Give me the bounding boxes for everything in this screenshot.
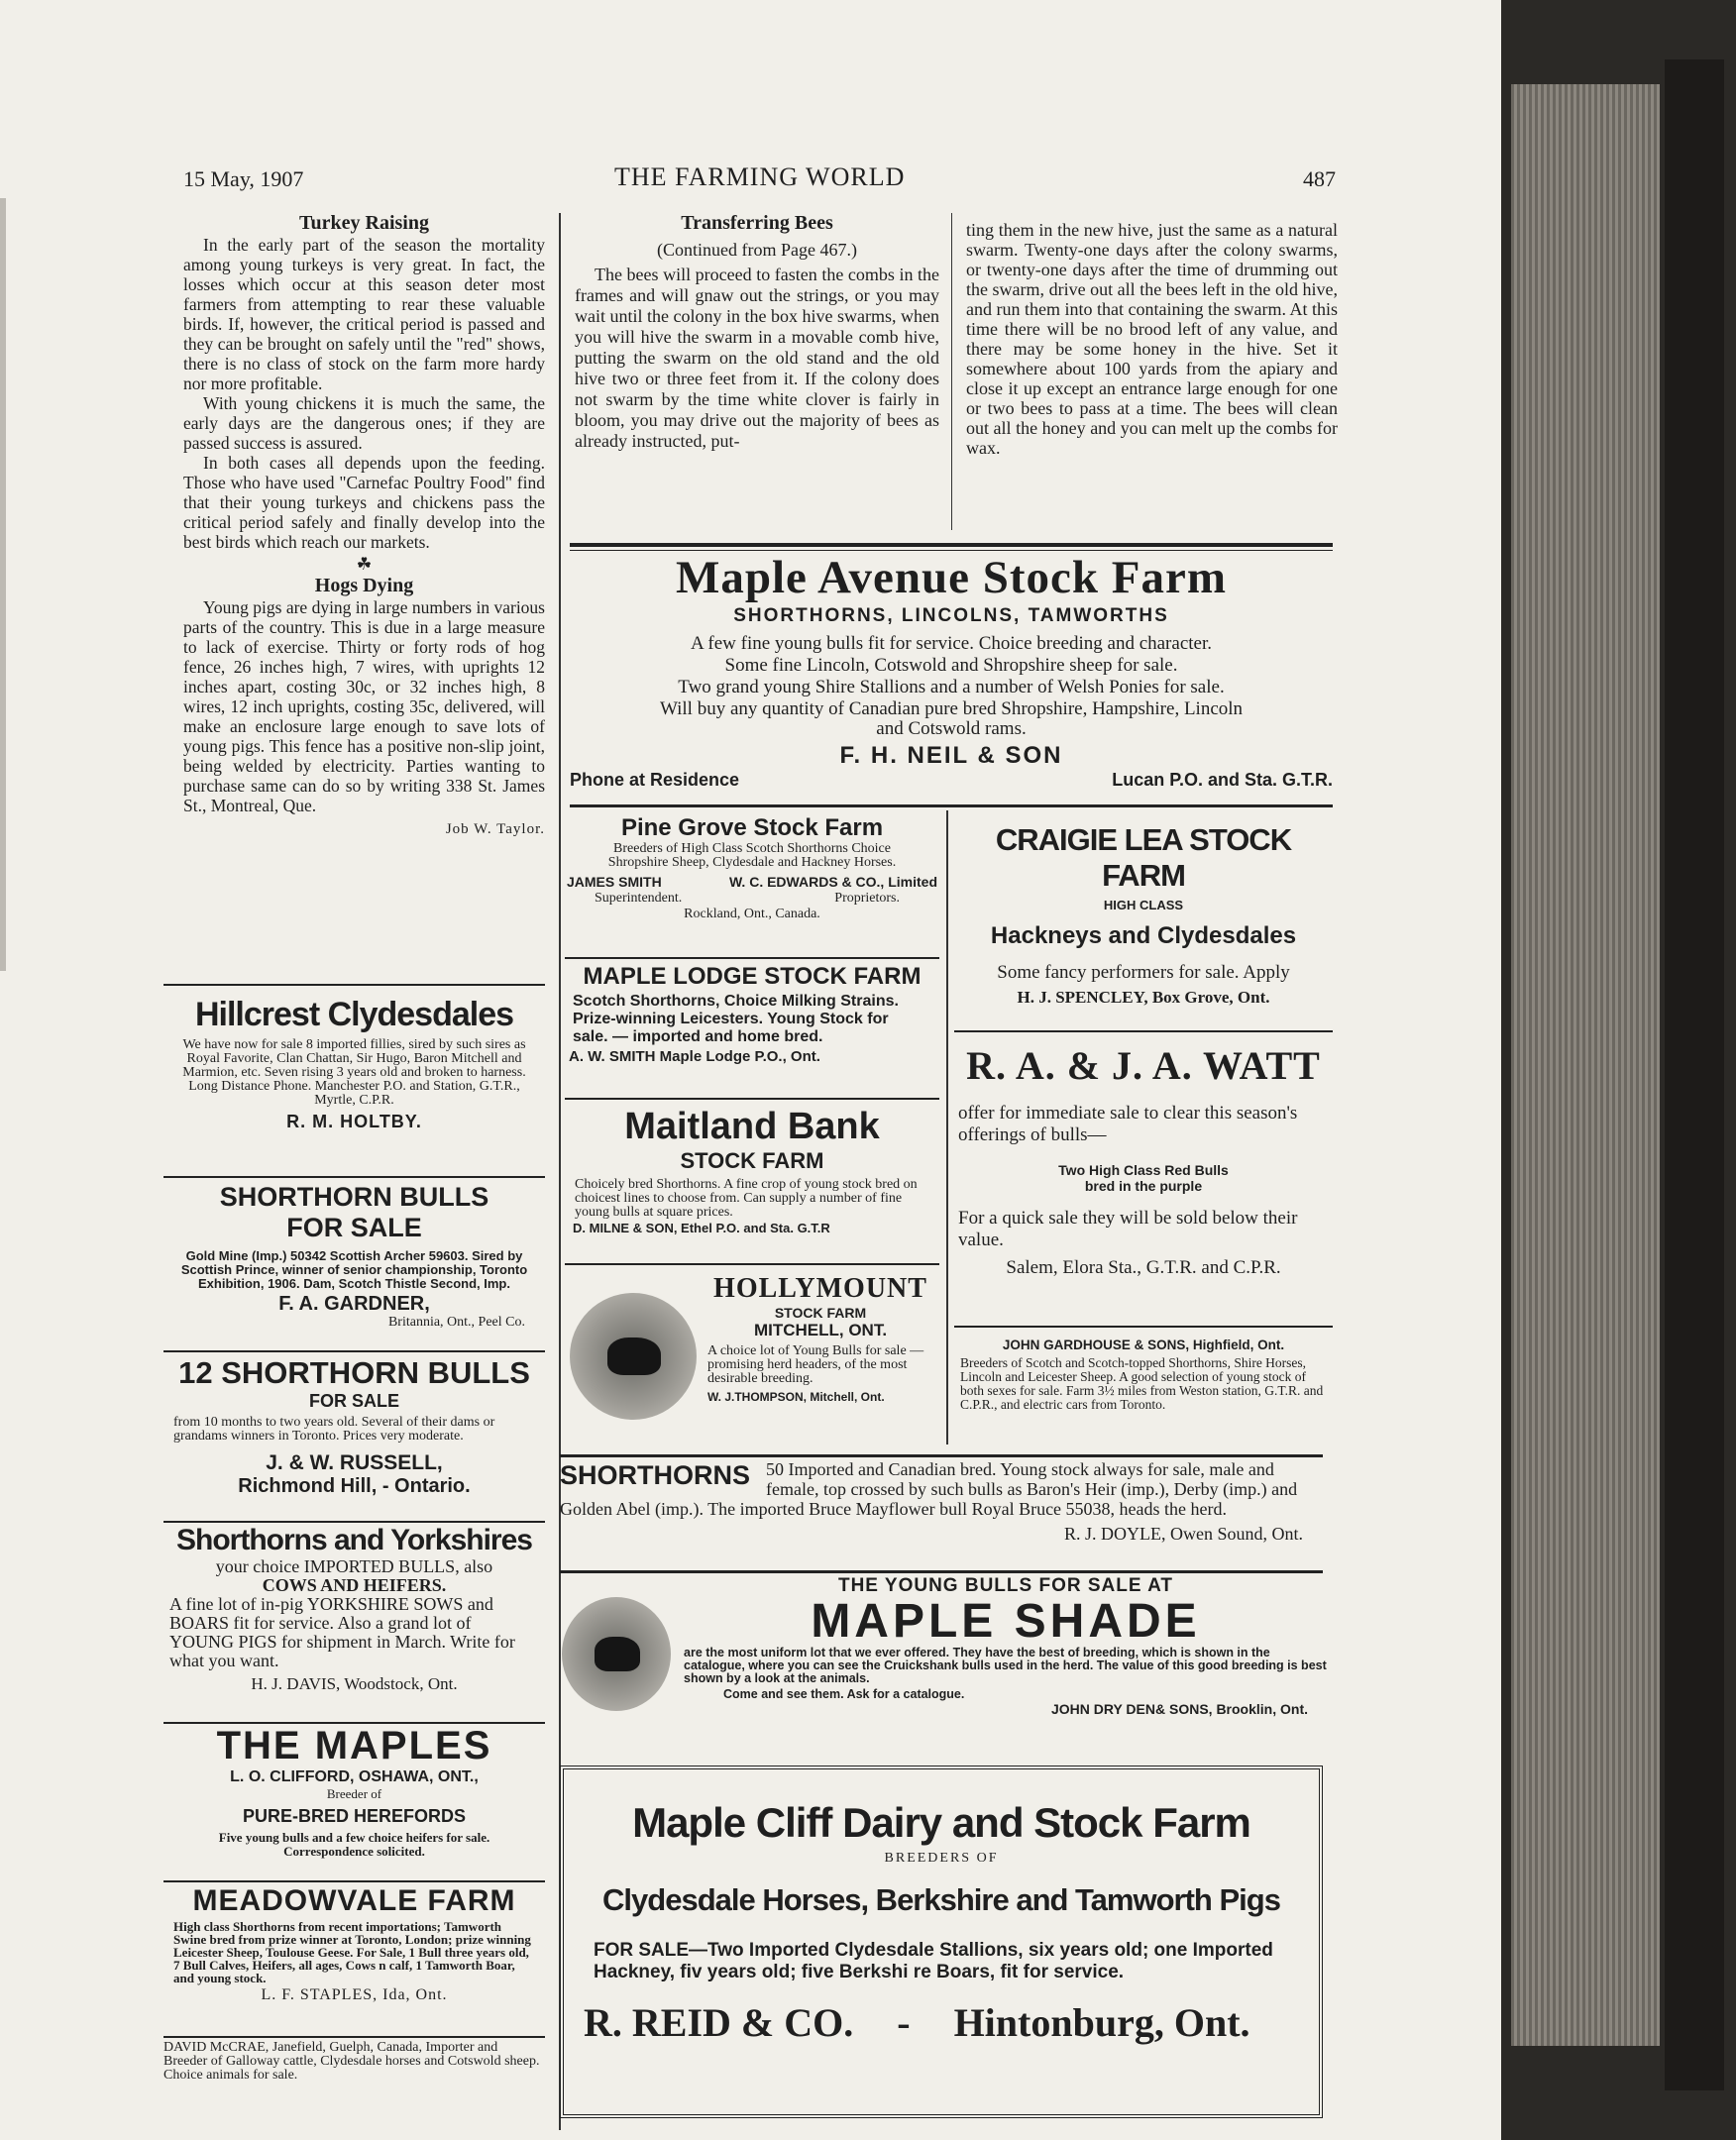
ad-title: R. A. & J. A. WATT [966, 1043, 1321, 1088]
ad-owner: R. REID & CO. [584, 2000, 854, 2045]
header-page-number: 487 [1303, 166, 1336, 191]
ad-title: Maitland Bank [624, 1106, 880, 1147]
ad-hillcrest [163, 996, 545, 1132]
ad-line: COWS AND HEIFERS. [262, 1575, 447, 1595]
ad-maples [163, 1724, 545, 1863]
divider [163, 1350, 545, 1352]
ad-highlight: Two High Class Red Bulls [1058, 1162, 1229, 1178]
ad-title: SHORTHORNS [560, 1460, 751, 1490]
ad-highlight: bred in the purple [1084, 1178, 1203, 1194]
article-title: Turkey Raising [299, 212, 429, 234]
ad-title: THE MAPLES [216, 1724, 492, 1767]
ad-text: Choicely bred Shorthorns. A fine crop of young stock bred on choicest lines to choose from. Can supply a number of fine young bulls at square prices. [575, 1177, 918, 1220]
ad-title: Maple Cliff Dairy and Stock Farm [632, 1799, 1250, 1846]
ad-breeder: Breeder of [326, 1786, 382, 1801]
divider [163, 984, 545, 986]
ad-dash: - [897, 2000, 911, 2045]
ad-mccrae: DAVID McCRAE, Janefield, Guelph, Canada, Importer and Breeder of Galloway cattle, Clydesdale horses and Cotswold sheep. Choice animals for sale. [163, 2040, 540, 2083]
ad-title: 12 SHORTHORN BULLS [178, 1355, 530, 1390]
ad-watt [954, 1042, 1333, 1279]
ad-hollymount [702, 1273, 939, 1404]
divider [560, 1570, 1323, 1573]
ad-line: Some fine Lincoln, Cotswold and Shropshire sheep for sale. [724, 655, 1178, 676]
ad-place: Rockland, Ont., Canada. [684, 907, 820, 921]
ad-place: MITCHELL, ONT. [753, 1321, 888, 1339]
ad-role: Superintendent. [595, 891, 683, 906]
ad-doyle [560, 1460, 1323, 1545]
book-edge [1501, 0, 1736, 2140]
ad-owner: L. O. CLIFFORD, OSHAWA, ONT., [230, 1768, 479, 1785]
divider [565, 1263, 939, 1265]
ad-text: Some fancy performers for sale. Apply [997, 962, 1290, 983]
ad-subtitle: HIGH CLASS [1103, 898, 1184, 912]
ad-maple-shade [684, 1575, 1328, 1717]
ad-text: from 10 months to two years old. Several of their dams or grandams winners in Toronto. Prices very moderate. [173, 1415, 495, 1444]
divider [565, 957, 939, 959]
ad-davis [163, 1524, 545, 1694]
ad-owner: J. & W. RUSSELL, [266, 1451, 443, 1474]
header-title: THE FARMING WORLD [614, 162, 906, 191]
ad-address: Britannia, Ont., Peel Co. [387, 1315, 525, 1330]
ad-subtitle: SHORTHORNS, LINCOLNS, TAMWORTHS [733, 605, 1169, 626]
divider [163, 1176, 545, 1178]
page-margin-edge [0, 198, 6, 971]
ad-maitland-bank [565, 1105, 939, 1237]
ad-gardner [163, 1182, 545, 1330]
ad-meadowvale [163, 1884, 545, 2004]
article-paragraph: The bees will proceed to fasten the combs in the frames and will gnaw out the strings, or you may wait until the colony in the box hive swarms, when you will hive the swarm in a movable comb hive, putting the swarm on the old stand and the old hive two or three feet from it. If the colony does not swarm by the time white clover is fairly in bloom, you may drive out the majority of bees as already instructed, put- [575, 265, 939, 451]
ad-title: Pine Grove Stock Farm [620, 814, 884, 841]
ad-maple-lodge [565, 963, 939, 1065]
divider [163, 2036, 545, 2038]
ad-name: JAMES SMITH [567, 874, 662, 890]
ad-address: Richmond Hill, - Ontario. [238, 1475, 471, 1497]
ad-maple-cliff [560, 1766, 1323, 2118]
ad-title: Hillcrest Clydesdales [194, 996, 514, 1033]
divider [560, 1454, 1323, 1457]
divider [954, 1326, 1333, 1328]
ad-title: Shorthorns and Yorkshires [176, 1524, 532, 1556]
divider [163, 1880, 545, 1882]
ad-owner: JOHN DRY DEN& SONS, Brooklin, Ont. [1050, 1701, 1308, 1717]
article-paragraph: In the early part of the season the mortality among young turkeys is very great. In fact, the losses which occur at this season deter most farmers from attempting to rear these valuable birds. If, however, the critical period is passed and they can be brought on safely until the "red" shows, there is no class of stock on the farm more hardy nor more profitable. [183, 235, 545, 393]
ad-owner: R. J. DOYLE, Owen Sound, Ont. [1064, 1524, 1303, 1544]
divider [565, 1098, 939, 1100]
ad-title: CRAIGIE LEA STOCK FARM [995, 822, 1292, 893]
ad-role: Proprietors. [834, 891, 900, 906]
ad-text: Gold Mine (Imp.) 50342 Scottish Archer 59603. Sired by Scottish Prince, winner of senior championship, Toronto Exhibition, 1906. Dam, Scotch Thistle Second, Imp. [180, 1248, 528, 1291]
ad-line: your choice IMPORTED BULLS, also [215, 1556, 493, 1576]
article-paragraph: With young chickens it is much the same, the early days are the dangerous ones; if they are passed success is assured. [183, 393, 545, 453]
ad-text: Breeders of Scotch and Scotch-topped Shorthorns, Shire Horses, Lincoln and Leicester Sheep. A good selection of young stock of both sexes for sale. Farm 3½ miles from Weston station, G.T.R. and C.P.R., and electric cars from Toronto. [960, 1355, 1324, 1412]
article-turkey [183, 213, 545, 839]
ad-title: SHORTHORN BULLS [219, 1182, 489, 1212]
article-author: Job W. Taylor. [445, 821, 545, 837]
ad-text: are the most uniform lot that we ever offered. They have the best of breeding, which is shown in the catalogue, where you can see the Cruickshank bulls used in the herd. The value of this good breeding is best shown by a look at the animals. [684, 1646, 1327, 1685]
ad-owner: H. J. SPENCLEY, Box Grove, Ont. [1017, 988, 1270, 1007]
ad-craigie-lea [954, 822, 1333, 1008]
ad-title: MAPLE LODGE STOCK FARM [583, 963, 922, 990]
divider [954, 1030, 1333, 1032]
ad-line: Will buy any quantity of Canadian pure bred Shropshire, Hampshire, Lincoln [659, 698, 1244, 719]
ad-owner: F. A. GARDNER, [278, 1293, 430, 1315]
ad-maple-avenue [570, 550, 1333, 792]
column-rule [946, 810, 948, 1444]
ad-breeds: Hackneys and Clydesdales [990, 922, 1297, 949]
ad-title: Maple Avenue Stock Farm [675, 552, 1228, 603]
ad-breeders: BREEDERS OF [884, 1851, 999, 1866]
divider [570, 543, 1333, 547]
bull-photo [562, 1597, 671, 1711]
ad-title: HOLLYMOUNT [713, 1273, 927, 1304]
page-stack [1511, 84, 1660, 2046]
article-continued: (Continued from Page 467.) [657, 240, 857, 260]
ad-text: High class Shorthorns from recent importations; Tamworth Swine bred from prize winner at Toronto, London; prize winning Leicester Sheep, Toulouse Geese. For Sale, 1 Bull three years old, 7 Bull Calves, Heifers, all ages, Cows n calf, 1 Tamworth Boar, and young stock. [173, 1919, 531, 1985]
ad-owner: A. W. SMITH Maple Lodge P.O., Ont. [569, 1048, 820, 1065]
ad-owner: R. M. HOLTBY. [286, 1112, 422, 1131]
ad-place: Hintonburg, Ont. [953, 2000, 1250, 2045]
ad-for-sale: FOR SALE—Two Imported Clydesdale Stallions, six years old; one Imported Hackney, fiv years old; five Berkshi re Boars, fit for service. [594, 1940, 1273, 1982]
article-paragraph: In both cases all depends upon the feeding. Those who have used "Carnefac Poultry Food" find that their young turkeys and chickens pass the critical period safely and finally develop into the best birds which reach our markets. [183, 453, 545, 552]
ad-text: For a quick sale they will be sold below their value. [958, 1208, 1298, 1250]
ad-owner: L. F. STAPLES, Ida, Ont. [261, 1986, 448, 2003]
ad-text: Scotch Shorthorns, Choice Milking Strains. Prize-winning Leicesters. Young Stock for sale. — imported and home bred. [573, 993, 899, 1045]
ad-breed: PURE-BRED HEREFORDS [242, 1806, 467, 1826]
ad-owner: F. H. NEIL & SON [839, 742, 1063, 769]
ad-phone: Phone at Residence [570, 770, 740, 790]
article-paragraph: Young pigs are dying in large numbers in various parts of the country. This is due in a large measure to lack of exercise. Thirty or forty rods of hog fence, 26 inches high, 7 wires, with uprights 12 inches apart, costing 30c, or 32 inches high, 8 wires, 12 inch uprights, costing 35c, delivered, will make an enclosure large enough to save lots of young pigs. This fence has a positive non-slip joint, being welded by electricity. Parties wanting to purchase same can do so by writing 338 St. James St., Montreal, Que. [183, 597, 545, 815]
article-title: Hogs Dying [314, 575, 414, 596]
ad-description: Breeders of High Class Scotch Shorthorns Choice Shropshire Sheep, Clydesdale and Hackney Horses. [607, 841, 897, 870]
ad-title: MEADOWVALE FARM [192, 1884, 516, 1917]
ad-owner: D. MILNE & SON, Ethel P.O. and Sta. G.T.R [573, 1221, 830, 1235]
divider [163, 1521, 545, 1523]
article-bees-continued [966, 220, 1338, 458]
ad-text: We have now for sale 8 imported fillies, sired by such sires as Royal Favorite, Clan Chattan, Sir Hugo, Baron Mitchell and Marmion, etc. Seven rising 3 years old and broken to harness. Long Distance Phone. Manchester P.O. and Station, G.T.R., Myrtle, C.P.R. [182, 1037, 526, 1108]
separator-ornament: ☘ [356, 554, 373, 574]
header-date: 15 May, 1907 [183, 166, 304, 191]
article-bees [575, 213, 939, 452]
ad-owner: H. J. DAVIS, Woodstock, Ont. [251, 1674, 458, 1693]
ad-gardhouse [954, 1338, 1333, 1416]
ad-text: A fine lot of in-pig YORKSHIRE SOWS and BOARS fit for service. Also a grand lot of YOUNG PIGS for shipment in March. Write for what you want. [169, 1594, 515, 1670]
ad-line: Two grand young Shire Stallions and a number of Welsh Ponies for sale. [678, 677, 1225, 697]
ad-title: FOR SALE [286, 1213, 422, 1242]
ad-pine-grove [565, 814, 939, 921]
ad-text: offer for immediate sale to clear this season's offerings of bulls— [958, 1103, 1298, 1145]
ad-text: Come and see them. Ask for a catalogue. [723, 1687, 965, 1701]
ad-subtitle: STOCK FARM [774, 1305, 867, 1321]
ad-pretitle: THE YOUNG BULLS FOR SALE AT [837, 1575, 1174, 1596]
ad-line: and Cotswold rams. [876, 718, 1027, 739]
ad-owner: W. J.THOMPSON, Mitchell, Ont. [707, 1390, 885, 1404]
ad-russell [163, 1355, 545, 1498]
divider [570, 804, 1333, 807]
ad-title: MAPLE SHADE [811, 1595, 1201, 1648]
ad-address: Salem, Elora Sta., G.T.R. and C.P.R. [1006, 1257, 1281, 1278]
ad-breeds: Clydesdale Horses, Berkshire and Tamworth Pigs [602, 1882, 1280, 1917]
ad-title: JOHN GARDHOUSE & SONS, Highfield, Ont. [1002, 1338, 1285, 1352]
book-spine [1665, 59, 1724, 2090]
ad-line: A few fine young bulls fit for service. Choice breeding and character. [690, 633, 1212, 654]
ad-subtitle: STOCK FARM [680, 1148, 824, 1173]
article-paragraph: ting them in the new hive, just the same as a natural swarm. Twenty-one days after the colony swarms, or twenty-one days after the time of drumming out the swarm, drive out all the bees left in the old hive, and run them into that containing the swarm. At this time there will be no brood left of any value, and there may be some honey in the hive. Set it somewhere about 100 yards from the apiary and close it up except an entrance large enough for one or two bees to pass at a time. The bees will clean out all the honey and you can melt up the combs for wax. [966, 220, 1338, 458]
ad-text: 50 Imported and Canadian bred. Young stock always for sale, male and female, top crossed by such bulls as Baron's Heir (imp.), Derby (imp.) and Golden Abel (imp.). The imported Bruce Mayflower bull Royal Bruce 55038, heads the herd. [560, 1459, 1298, 1519]
column-rule [951, 213, 952, 530]
ad-text: Five young bulls and a few choice heifers for sale. Correspondence solicited. [218, 1830, 490, 1859]
bull-photo [570, 1293, 697, 1420]
ad-subtitle: FOR SALE [308, 1391, 399, 1411]
ad-name: W. C. EDWARDS & CO., Limited [728, 874, 937, 890]
article-title: Transferring Bees [681, 212, 833, 234]
ad-address: Lucan P.O. and Sta. G.T.R. [1112, 770, 1333, 790]
ad-text: A choice lot of Young Bulls for sale — promising herd headers, of the most desirable breeding. [707, 1343, 924, 1386]
